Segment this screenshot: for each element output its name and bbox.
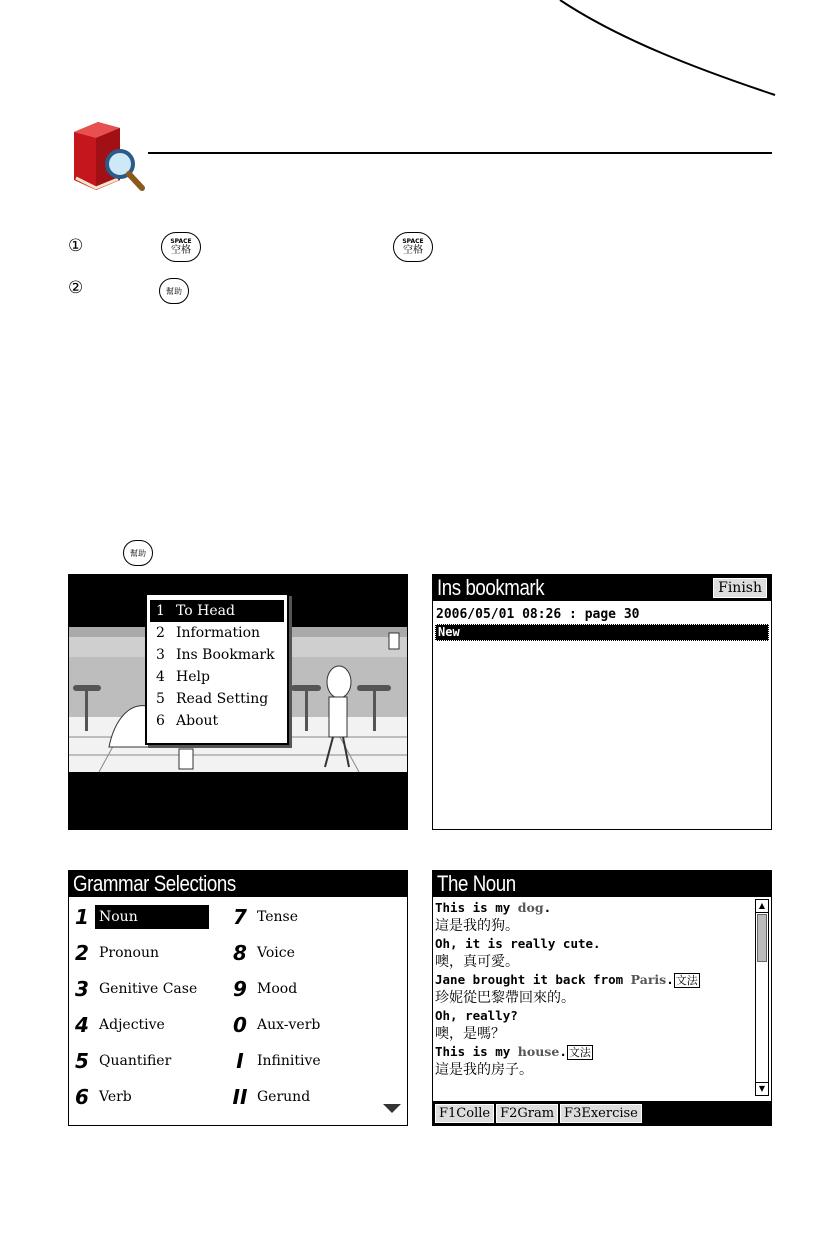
grammar-item-mood[interactable]: 9 Mood (233, 977, 298, 1001)
sentence-zh: 這是我的房子。 (435, 1062, 533, 1078)
step-two-marker: ② (68, 278, 84, 298)
menu-item-ins-bookmark[interactable]: 3 Ins Bookmark (156, 647, 275, 663)
function-key-bar (433, 1101, 771, 1125)
grammar-item-aux-verb[interactable]: 0 Aux-verb (233, 1013, 321, 1037)
scroll-down-icon[interactable]: ▼ (756, 1082, 768, 1095)
sentence-en: This is my house. 文法 (435, 1044, 591, 1059)
bookmark-new-item[interactable]: New (435, 624, 769, 641)
grammar-tag-button[interactable]: 文法 (568, 1046, 591, 1059)
page-corner-arc (0, 0, 839, 110)
sentence-zh: 這是我的狗。 (435, 918, 519, 934)
bookmark-titlebar (433, 575, 771, 601)
sentence-en: This is my dog. (435, 900, 552, 915)
f3-exercise-button[interactable]: F3Exercise (560, 1104, 642, 1123)
sentence-en: Oh, really? (435, 1008, 518, 1023)
menu-item-read-setting[interactable]: 5 Read Setting (156, 691, 269, 707)
noun-title: The Noun (437, 871, 516, 896)
grammar-item-adjective[interactable]: 4 Adjective (75, 1013, 165, 1037)
grammar-item-voice[interactable]: 8 Voice (233, 941, 295, 965)
scroll-down-arrow-icon[interactable] (383, 1104, 401, 1113)
vertical-scrollbar[interactable] (755, 899, 769, 1096)
help-key-icon-2: 幫助 (123, 540, 153, 566)
sentence-zh: 噢，是嗎？ (435, 1026, 505, 1042)
sentence-en: Jane brought it back from Paris. 文法 (435, 972, 698, 987)
the-noun-screen (432, 870, 772, 1126)
grammar-item-quantifier[interactable]: 5 Quantifier (75, 1049, 172, 1073)
help-key-icon: 幫助 (159, 278, 189, 304)
book-magnifier-icon (68, 118, 150, 194)
f2-gram-button[interactable]: F2Gram (496, 1104, 558, 1123)
reader-menu-screen (68, 574, 408, 830)
f1-colle-button[interactable]: F1Colle (435, 1104, 494, 1123)
noun-titlebar (433, 871, 771, 897)
ins-bookmark-screen (432, 574, 772, 830)
menu-item-about[interactable]: 6 About (156, 713, 219, 729)
menu-item-information[interactable]: 2 Information (156, 625, 261, 641)
grammar-titlebar (69, 871, 407, 897)
grammar-item-verb[interactable]: 6 Verb (75, 1085, 132, 1109)
noun-text-body (433, 899, 757, 1079)
grammar-selections-screen (68, 870, 408, 1126)
menu-item-help[interactable]: 4 Help (156, 669, 210, 685)
scroll-thumb[interactable] (757, 914, 767, 962)
grammar-item-tense[interactable]: 7 Tense (233, 905, 299, 929)
grammar-item-noun[interactable]: 1 Noun (69, 905, 209, 929)
sentence-zh: 珍妮從巴黎帶回來的。 (435, 990, 575, 1006)
grammar-tag-button[interactable]: 文法 (675, 974, 698, 987)
grammar-title: Grammar Selections (73, 871, 236, 896)
sentence-en: Oh, it is really cute. (435, 936, 601, 951)
finish-button[interactable]: Finish (713, 578, 767, 598)
grammar-item-infinitive[interactable]: I Infinitive (236, 1049, 321, 1073)
scroll-up-icon[interactable]: ▲ (756, 900, 768, 913)
grammar-item-genitive-case[interactable]: 3 Genitive Case (75, 977, 198, 1001)
sentence-zh: 噢，真可愛。 (435, 954, 519, 970)
menu-item-to-head[interactable]: 1 To Head (150, 600, 284, 622)
space-key-icon-2: SPACE 空格 (393, 232, 433, 262)
bookmark-entry[interactable]: 2006/05/01 08:26 : page 30 (436, 607, 640, 622)
step-one-marker: ① (68, 236, 84, 256)
grammar-item-gerund[interactable]: II Gerund (232, 1085, 311, 1109)
bookmark-title: Ins bookmark (437, 575, 545, 600)
grammar-item-pronoun[interactable]: 2 Pronoun (75, 941, 160, 965)
reader-popup-menu (145, 593, 289, 745)
space-key-icon: SPACE 空格 (161, 232, 201, 262)
header-rule (148, 152, 772, 154)
